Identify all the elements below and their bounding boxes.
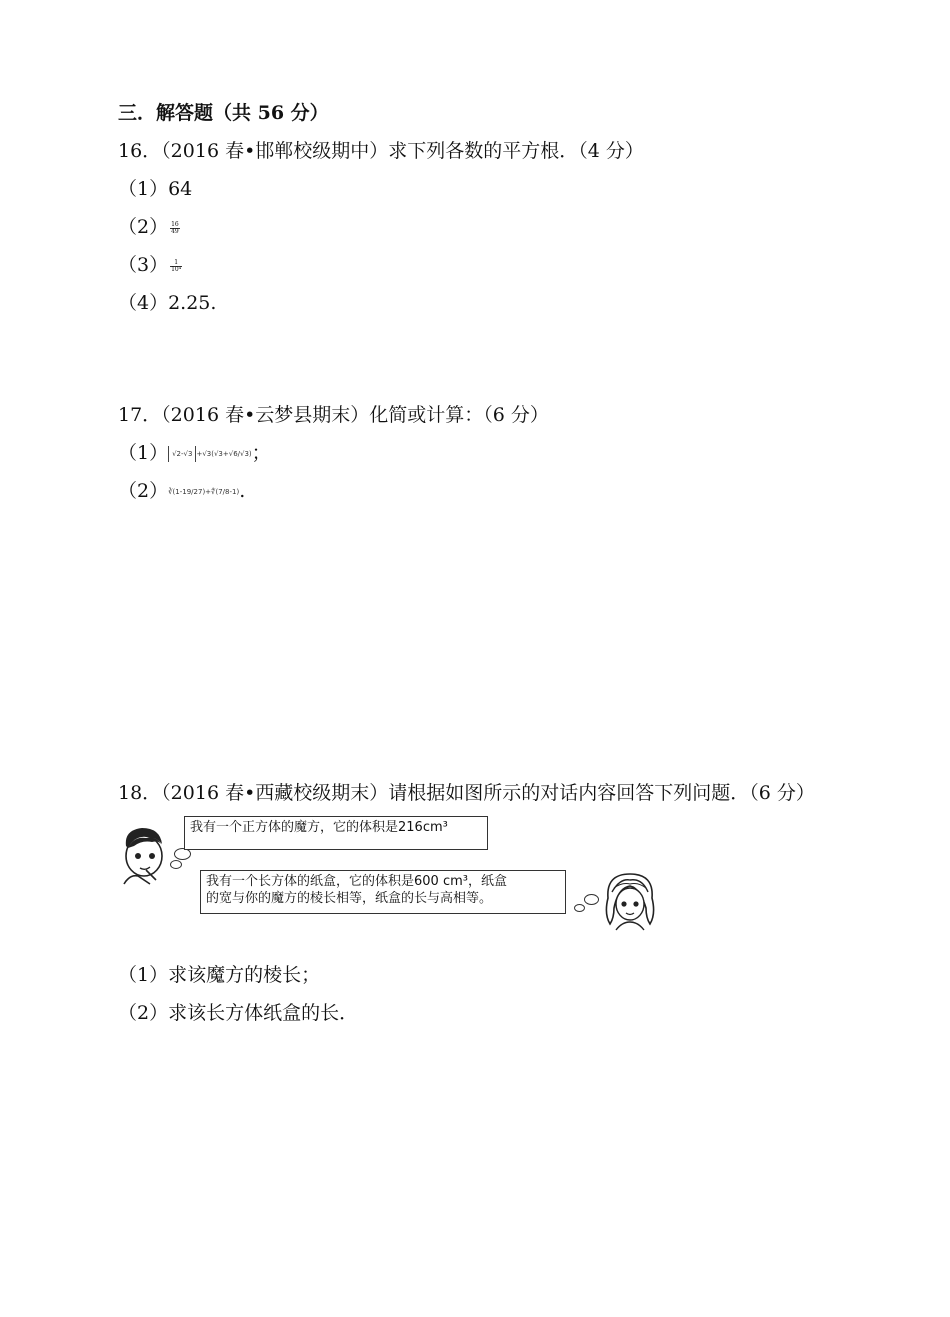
q17-item-1-tail: ； (251, 442, 271, 464)
q16-item-3-numerator: 1 (170, 260, 182, 267)
q16-item-2 (118, 215, 180, 239)
thought-dot-3 (574, 904, 585, 912)
girl-speech-line-2: 的宽与你的魔方的棱长相等，纸盒的长与高相等。 (206, 891, 493, 906)
q17-item-1-abs-value: √2-√3 (168, 446, 196, 462)
q16-item-1 (118, 177, 192, 201)
thought-dot-4 (584, 894, 599, 905)
q17-stem: 17．（2016 春•云梦县期末）化简或计算：（6 分） (118, 404, 549, 426)
thought-dot-1 (170, 860, 182, 869)
q16-item-3-denominator: 10⁴ (171, 265, 182, 273)
q17-item-2-tail: . (239, 480, 246, 502)
q16-item-2-label: （2） (118, 216, 169, 238)
q16-item-4-label: （4） (118, 292, 169, 314)
q16-item-2-numerator: 16 (171, 220, 179, 228)
q17-item-2-label: （2） (118, 480, 169, 502)
q16-item-3-label: （3） (118, 254, 169, 276)
q18-item-2 (118, 1001, 358, 1025)
q17-item-1-expr-rest: +√3(√3+√6/√3) (196, 450, 252, 458)
q18-item-2-label: （2） (118, 1002, 169, 1024)
q17-item-1 (118, 441, 271, 466)
q16-stem: 16．（2016 春•邯郸校级期中）求下列各数的平方根．（4 分） (118, 140, 644, 162)
q18-item-2-text: 求该长方体纸盒的长． (168, 1002, 359, 1024)
q16-item-1-label: （1） (118, 178, 169, 200)
girl-speech-line-1: 我有一个长方体的纸盒，它的体积是600 cm³，纸盒 (206, 874, 507, 889)
girl-figure-icon (600, 868, 660, 932)
q17-item-2-expression: ∛(1-19/27)+∜(7/8-1) (168, 488, 240, 496)
q16-item-3 (118, 253, 182, 277)
q16-item-4 (118, 291, 216, 315)
q17-item-2 (118, 479, 245, 504)
q18-item-1-text: 求该魔方的棱长； (168, 964, 321, 986)
q16-item-2-denominator: 49 (171, 227, 179, 235)
q16-item-4-value: 2.25. (168, 292, 217, 314)
q18-stem: 18．（2016 春•西藏校级期末）请根据如图所示的对话内容回答下列问题．（6 分） (118, 782, 815, 804)
q18-item-1 (118, 963, 320, 987)
boy-speech-box (184, 816, 488, 850)
q16-item-2-fraction (170, 222, 180, 235)
dialogue-illustration (116, 816, 666, 932)
q16-item-3-fraction (170, 260, 182, 273)
boy-figure-icon (116, 824, 172, 886)
girl-speech-box (200, 870, 566, 914)
q18-item-1-label: （1） (118, 964, 169, 986)
boy-speech-text: 我有一个正方体的魔方，它的体积是216cm³ (190, 820, 448, 835)
q17-item-1-expression (168, 442, 252, 466)
q17-item-1-label: （1） (118, 442, 169, 464)
q16-item-1-value: 64 (168, 178, 193, 200)
section-title: 三．解答题（共 56 分） (118, 102, 329, 124)
